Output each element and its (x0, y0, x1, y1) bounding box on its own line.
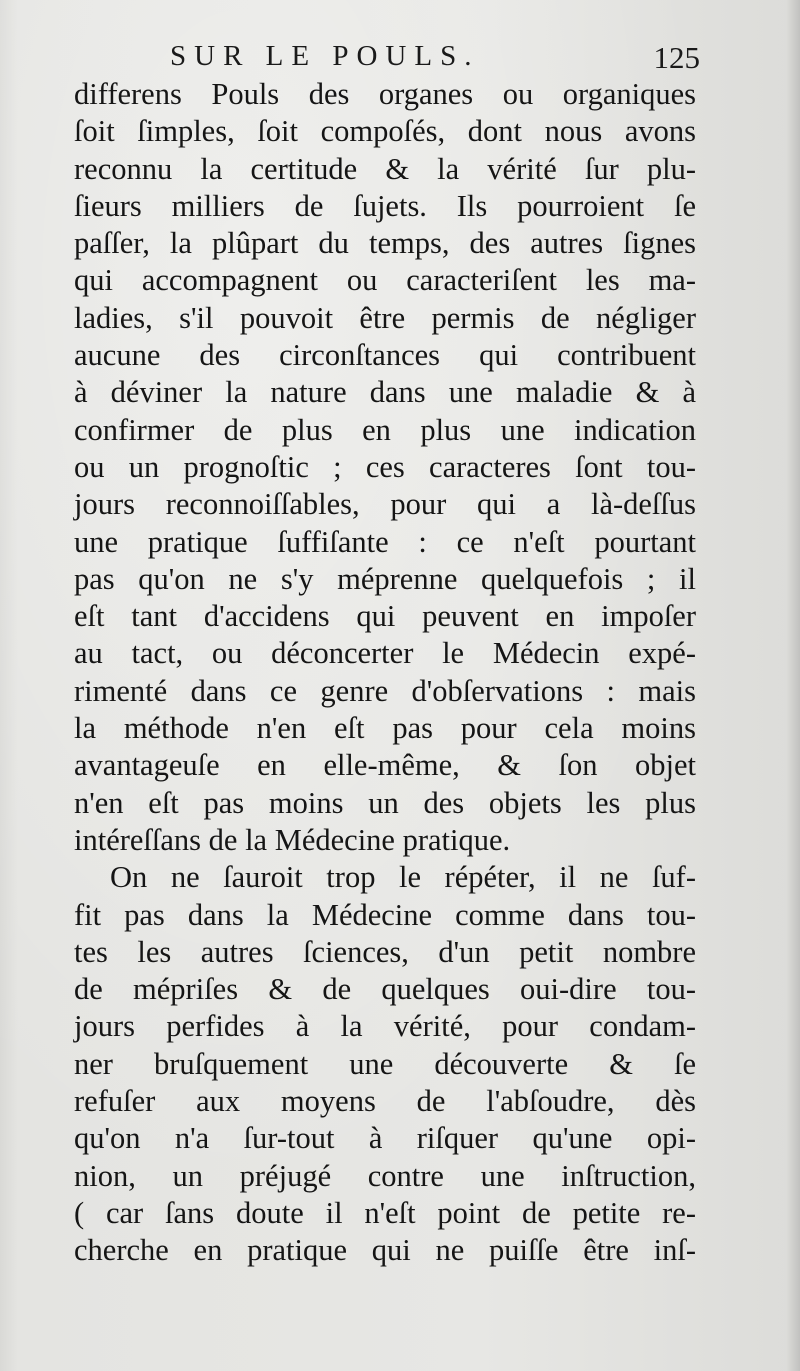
text-line: differens Pouls des organes ou organiques (74, 77, 696, 111)
text-line: ou un prognoſtic ; ces caracteres ſont tou- (74, 449, 696, 484)
text-line-paragraph-start: On ne ſauroit trop le répéter, il ne ſuf- (110, 860, 696, 895)
text-line: refuſer aux moyens de l'abſoudre, dès (74, 1084, 696, 1119)
text-line: qui accompagnent ou caracteriſent les ma- (74, 263, 696, 298)
text-line: une pratique ſuffiſante : ce n'eſt pourtant (74, 524, 696, 559)
text-line: reconnu la certitude & la vérité ſur plu- (74, 151, 696, 186)
text-line: n'en eſt pas moins un des objets les plus (74, 785, 696, 820)
text-line: ( car ſans doute il n'eſt point de petite re- (74, 1195, 696, 1230)
text-line: paſſer, la plûpart du temps, des autres ſignes (74, 226, 696, 261)
text-line: jours reconnoiſſables, pour qui a là-deſſus (74, 487, 696, 522)
running-title: SUR LE POULS. (170, 40, 480, 72)
text-line: aucune des circonſtances qui contribuent (74, 338, 696, 373)
text-line: ſieurs milliers de ſujets. Ils pourroient ſe (74, 188, 696, 223)
text-line: la méthode n'en eſt pas pour cela moins (74, 711, 696, 746)
page-edge-shadow (786, 0, 800, 1371)
text-line: ſoit ſimples, ſoit compoſés, dont nous avons (74, 114, 696, 149)
text-line: cherche en pratique qui ne puiſſe être inſ- (74, 1233, 696, 1268)
text-line: à déviner la nature dans une maladie & à (74, 375, 696, 410)
text-line: au tact, ou déconcerter le Médecin expé- (74, 636, 696, 671)
body-text (74, 76, 696, 1270)
page-header (70, 40, 700, 80)
text-line: fit pas dans la Médecine comme dans tou- (74, 897, 696, 932)
text-line: tes les autres ſciences, d'un petit nombre (74, 934, 696, 969)
text-line: eſt tant d'accidens qui peuvent en impoſer (74, 599, 696, 634)
text-line: confirmer de plus en plus une indication (74, 412, 696, 447)
text-line: ner bruſquement une découverte & ſe (74, 1046, 696, 1081)
text-line-paragraph-end: intéreſſans de la Médecine pratique. (74, 822, 511, 857)
text-line: pas qu'on ne s'y méprenne quelquefois ; il (74, 561, 696, 596)
text-line: de mépriſes & de quelques oui-dire tou- (74, 972, 696, 1007)
text-line: avantageuſe en elle-même, & ſon objet (74, 748, 696, 783)
text-line: nion, un préjugé contre une inſtruction, (74, 1158, 696, 1193)
text-line: qu'on n'a ſur-tout à riſquer qu'une opi- (74, 1121, 696, 1156)
text-line: rimenté dans ce genre d'obſervations : mais (74, 673, 696, 708)
text-line: jours perfides à la vérité, pour condam- (74, 1009, 696, 1044)
text-line: ladies, s'il pouvoit être permis de négliger (74, 300, 696, 335)
page-number: 125 (653, 40, 700, 75)
